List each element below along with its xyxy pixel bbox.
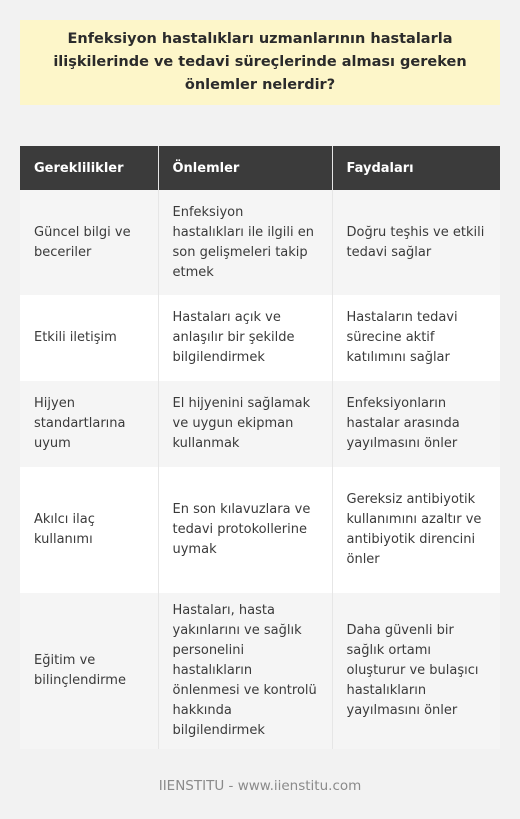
header-measures: Önlemler (158, 146, 332, 190)
measure-cell: En son kılavuzlara ve tedavi protokollerine uymak (158, 467, 332, 593)
table-row (20, 593, 500, 749)
header-benefits: Faydaları (332, 146, 500, 190)
title-banner (20, 20, 500, 105)
requirement-cell: Güncel bilgi ve beceriler (20, 190, 158, 295)
measure-cell: Enfeksiyon hastalıkları ile ilgili en son gelişmeleri takip etmek (158, 190, 332, 295)
table-row (20, 381, 500, 467)
benefit-cell: Enfeksiyonların hastalar arasında yayılmasını önler (332, 381, 500, 467)
measure-cell: Hastaları, hasta yakınlarını ve sağlık personelini hastalıkların önlenmesi ve kontrolü hakkında bilgilendirmek (158, 593, 332, 749)
benefit-cell: Doğru teşhis ve etkili tedavi sağlar (332, 190, 500, 295)
table-header-row (20, 146, 500, 190)
page-title: Enfeksiyon hastalıkları uzmanlarının hastalarla ilişkilerinde ve tedavi süreçlerinde alması gereken önlemler nelerdir? (53, 31, 467, 93)
table-row (20, 190, 500, 295)
benefit-cell: Hastaların tedavi sürecine aktif katılımını sağlar (332, 295, 500, 381)
measures-table (20, 146, 500, 749)
measure-cell: El hijyenini sağlamak ve uygun ekipman kullanmak (158, 381, 332, 467)
benefit-cell: Gereksiz antibiyotik kullanımını azaltır ve antibiyotik direncini önler (332, 467, 500, 593)
benefit-cell: Daha güvenli bir sağlık ortamı oluşturur ve bulaşıcı hastalıkların yayılmasını önler (332, 593, 500, 749)
table-row (20, 295, 500, 381)
requirement-cell: Etkili iletişim (20, 295, 158, 381)
measure-cell: Hastaları açık ve anlaşılır bir şekilde bilgilendirmek (158, 295, 332, 381)
requirement-cell: Eğitim ve bilinçlendirme (20, 593, 158, 749)
requirement-cell: Hijyen standartlarına uyum (20, 381, 158, 467)
footer-credit: IIENSTITU - www.iienstitu.com (158, 778, 362, 794)
table-row (20, 467, 500, 593)
requirement-cell: Akılcı ilaç kullanımı (20, 467, 158, 593)
header-requirements: Gereklilikler (20, 146, 158, 190)
